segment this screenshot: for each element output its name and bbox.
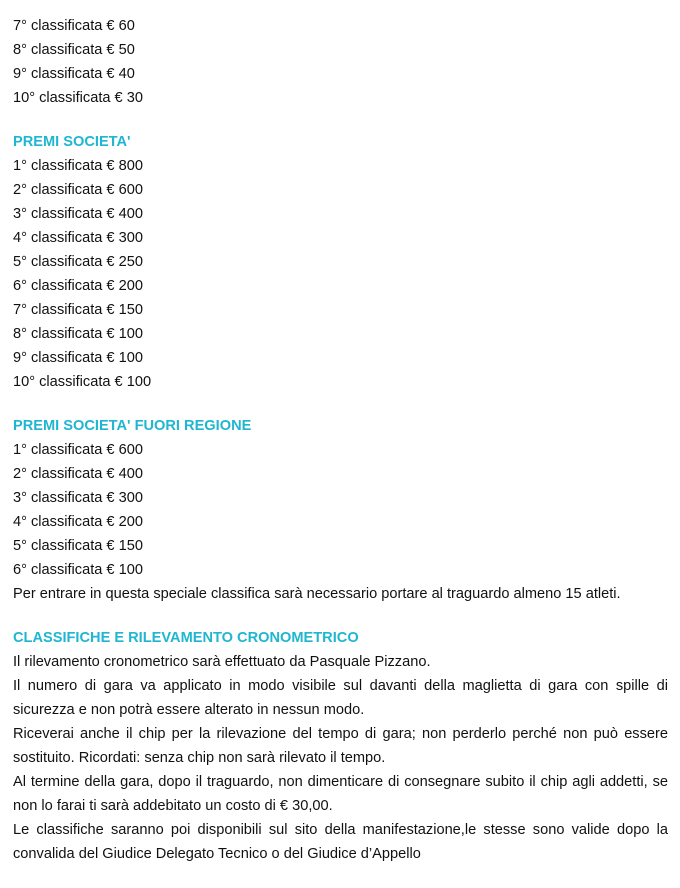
prize-item: 5° classificata € 150 [13,538,143,554]
prize-item: 6° classificata € 100 [13,562,143,578]
prize-item: 3° classificata € 300 [13,490,143,506]
prize-item: 1° classificata € 600 [13,442,143,458]
paragraph: Il numero di gara va applicato in modo visibile sul davanti della maglietta di gara con spille di sicurezza e non potrà essere alterato in nessun modo. [13,678,668,718]
section-heading: PREMI SOCIETA' [13,134,131,150]
prize-item: 6° classificata € 200 [13,278,143,294]
prize-item: 8° classificata € 50 [13,42,135,58]
prize-item: 7° classificata € 150 [13,302,143,318]
section-heading: PREMI SOCIETA' FUORI REGIONE [13,418,252,434]
premi-fuori-regione-section [13,414,668,606]
prize-item: 9° classificata € 100 [13,350,143,366]
prize-item: 7° classificata € 60 [13,18,135,34]
paragraph: Al termine della gara, dopo il traguardo, non dimenticare di consegnare subito il chip agli addetti, se non lo farai ti sarà addebitato un costo di € 30,00. [13,774,668,814]
premi-societa-section [13,130,668,394]
prize-item: 2° classificata € 400 [13,466,143,482]
prize-item: 4° classificata € 300 [13,230,143,246]
prize-item: 10° classificata € 100 [13,374,152,390]
prize-item: 5° classificata € 250 [13,254,143,270]
prize-item: 4° classificata € 200 [13,514,143,530]
prize-item: 8° classificata € 100 [13,326,143,342]
prize-item: 9° classificata € 40 [13,66,135,82]
prize-item: 10° classificata € 30 [13,90,143,106]
document-page [13,14,668,866]
paragraph: Riceverai anche il chip per la rilevazione del tempo di gara; non perderlo perché non può essere sostituito. Ricordati: senza chip non sarà rilevato il tempo. [13,726,668,766]
prize-list-continued [13,14,668,110]
prize-item: 3° classificata € 400 [13,206,143,222]
paragraph: Le classifiche saranno poi disponibili sul sito della manifestazione,le stesse sono valide dopo la convalida del Giudice Delegato Tecnico o del Giudice d’Appello [13,822,668,862]
classifiche-section [13,626,668,866]
prize-item: 2° classificata € 600 [13,182,143,198]
eligibility-note: Per entrare in questa speciale classifica sarà necessario portare al traguardo almeno 15 atleti. [13,586,621,602]
prize-item: 1° classificata € 800 [13,158,143,174]
section-heading: CLASSIFICHE E RILEVAMENTO CRONOMETRICO [13,630,359,646]
paragraph: Il rilevamento cronometrico sarà effettuato da Pasquale Pizzano. [13,654,431,670]
